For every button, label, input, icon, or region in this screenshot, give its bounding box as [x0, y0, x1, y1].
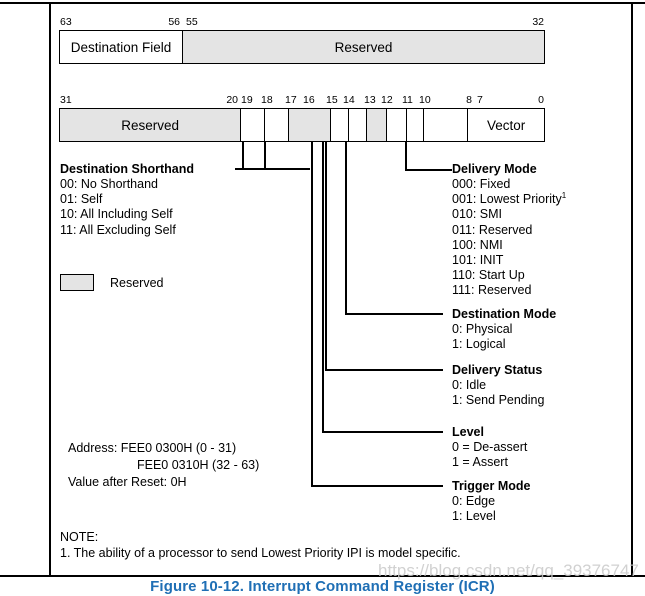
annotation-option-level-1: 1 = Assert: [452, 455, 508, 470]
leader-delivery-mode-dash: [443, 169, 452, 171]
field-bit-11: [407, 109, 425, 141]
bit-label-11: 11: [402, 94, 413, 106]
annotation-option-dm-110: 110: Start Up: [452, 268, 525, 283]
leader-level-h: [322, 431, 443, 433]
watermark: https://blog.csdn.net/qq_39376747: [378, 561, 639, 580]
field-bit-15: [331, 109, 349, 141]
leader-delivery-status-v: [325, 142, 327, 370]
page-border-right: [631, 2, 633, 576]
annotation-option-ds-0: 0: Idle: [452, 378, 487, 392]
field-bits-10-8: [424, 109, 468, 141]
footnote-marker: 1: [561, 191, 567, 201]
address-reset-value: Value after Reset: 0H: [68, 475, 187, 489]
field-reserved-high: Reserved: [183, 31, 544, 63]
bit-label-16: 16: [303, 94, 315, 106]
bit-label-31: 31: [60, 94, 72, 106]
leader-level-v: [322, 142, 324, 432]
leader-trigger-mode-h: [311, 485, 443, 487]
legend-reserved-swatch: [60, 274, 94, 291]
annotation-option-dm-000: 000: Fixed: [452, 177, 511, 191]
leader-delivery-status-h: [325, 369, 443, 371]
bit-label-63: 63: [60, 16, 72, 28]
bit-label-56: 56: [168, 16, 180, 28]
annotation-option-ds-01: 01: Self: [60, 192, 103, 207]
annotation-option-dm-010: 010: SMI: [452, 207, 503, 222]
annotation-option-ds-00: 00: No Shorthand: [60, 177, 158, 191]
leader-destination-mode-v: [345, 142, 347, 314]
annotation-destination-mode: [452, 306, 556, 352]
bit-label-0: 0: [538, 94, 544, 106]
annotation-level: [452, 424, 527, 470]
annotation-destination-shorthand: [60, 161, 194, 238]
bit-label-55: 55: [186, 16, 198, 28]
annotation-title-destination-shorthand: Destination Shorthand: [60, 162, 195, 176]
annotation-trigger-mode: [452, 478, 530, 524]
annotation-title-delivery-mode: Delivery Mode: [452, 162, 537, 176]
page-border-bottom: [0, 575, 645, 577]
page-border-top: [0, 2, 645, 4]
leader-destination-mode-h: [345, 313, 443, 315]
address-line-1: Address: FEE0 0300H (0 - 31): [68, 441, 237, 455]
note-heading: NOTE:: [60, 530, 99, 544]
annotation-option-dm-011: 011: Reserved: [452, 222, 533, 237]
address-line-2: FEE0 0310H (32 - 63): [137, 458, 260, 472]
field-bit-19: [241, 109, 265, 141]
figure-caption: Figure 10-12. Interrupt Command Register (ICR): [150, 578, 495, 595]
note-text: 1. The ability of a processor to send Lowest Priority IPI is model specific.: [60, 546, 461, 560]
annotation-option-dstm-1: 1: Logical: [452, 337, 506, 352]
annotation-option-dstm-0: 0: Physical: [452, 322, 513, 336]
register-row-high: [59, 30, 545, 64]
legend-reserved-label: Reserved: [110, 276, 164, 290]
page-border-left: [49, 2, 51, 576]
field-bits-17-16: [289, 109, 331, 141]
bit-label-8: 8: [466, 94, 472, 106]
bit-label-18: 18: [261, 94, 273, 106]
bit-label-14: 14: [343, 94, 355, 106]
leader-shorthand-v1: [264, 142, 266, 169]
annotation-title-level: Level: [452, 425, 484, 439]
bit-label-7: 7: [477, 94, 483, 106]
annotation-option-level-0: 0 = De-assert: [452, 440, 528, 454]
annotation-option-tm-0: 0: Edge: [452, 494, 496, 508]
annotation-option-dm-100: 100: NMI: [452, 237, 503, 252]
annotation-title-delivery-status: Delivery Status: [452, 363, 543, 377]
bit-label-32: 32: [532, 16, 544, 28]
annotation-title-destination-mode: Destination Mode: [452, 307, 557, 321]
field-bit-12: [387, 109, 407, 141]
bit-label-17: 17: [285, 94, 297, 106]
field-vector: Vector: [468, 109, 544, 141]
annotation-option-ds-11: 11: All Excluding Self: [60, 222, 176, 237]
bit-label-19: 19: [241, 94, 253, 106]
field-bit-14: [349, 109, 367, 141]
bit-label-13: 13: [364, 94, 376, 106]
annotation-option-dm-001: [452, 192, 566, 207]
annotation-option-tm-1: 1: Level: [452, 509, 496, 524]
leader-delivery-mode-v: [405, 142, 407, 170]
annotation-option-ds-1: 1: Send Pending: [452, 393, 545, 408]
bit-label-12: 12: [381, 94, 393, 106]
annotation-option-dm-111: 111: Reserved: [452, 283, 532, 298]
leader-shorthand-v0: [242, 142, 244, 169]
annotation-title-trigger-mode: Trigger Mode: [452, 479, 531, 493]
bit-label-10: 10: [419, 94, 431, 106]
bit-label-20: 20: [226, 94, 238, 106]
register-row-low: [59, 108, 545, 142]
field-destination-field: Destination Field: [60, 31, 183, 63]
annotation-option-ds-10: 10: All Including Self: [60, 207, 173, 222]
annotation-option-dm-101: 101: INIT: [452, 253, 504, 268]
annotation-delivery-mode: [452, 161, 566, 299]
field-bit-13: [367, 109, 387, 141]
annotation-delivery-status: [452, 362, 544, 408]
leader-trigger-mode-v: [311, 142, 313, 486]
leader-shorthand-dash: [235, 168, 310, 170]
field-bit-18: [265, 109, 289, 141]
field-reserved-low: Reserved: [60, 109, 241, 141]
bit-label-15: 15: [326, 94, 338, 106]
annotation-option-dm-001-text: 001: Lowest Priority: [452, 192, 562, 207]
